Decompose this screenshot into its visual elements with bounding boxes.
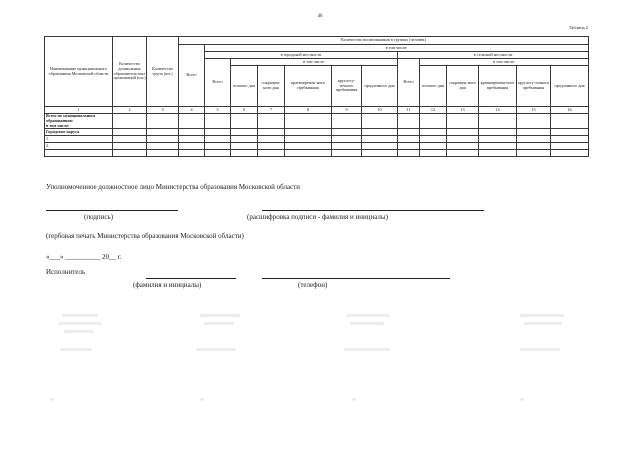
- col-number: 5: [205, 107, 231, 114]
- table-caption: Таблица 2: [568, 25, 588, 30]
- header-urban-short-stay: кратковремен-ного пребывания: [285, 66, 332, 107]
- phone-caption: (телефон): [298, 281, 328, 289]
- row-label-total: Всего по муниципальным образованиям в том числе:: [45, 114, 113, 129]
- col-number: 13: [447, 107, 479, 114]
- col-number: 1: [45, 107, 113, 114]
- decode-line: [262, 210, 484, 211]
- header-orgs: Количество дошкольных образователь-ных организаций (шт.): [113, 37, 147, 107]
- table-row: [45, 114, 589, 129]
- executor-label: Исполнитель: [46, 268, 86, 276]
- col-number: 3: [147, 107, 179, 114]
- col-number: 15: [517, 107, 551, 114]
- header-urban-full-day: полного дня: [231, 66, 258, 107]
- header-rural-short-day: сокращен-ного дня: [447, 66, 479, 107]
- signature-line: [46, 210, 178, 211]
- col-number: 7: [258, 107, 285, 114]
- header-name: Наименование муниципального образования Московской области: [45, 37, 113, 107]
- table-row: [45, 150, 589, 157]
- header-rural: в сельской местности: [398, 52, 589, 59]
- header-rural-extended-day: продленного дня: [551, 66, 589, 107]
- header-rural-round-clock: круглосу-точного пребывания: [517, 66, 551, 107]
- decode-caption: (расшифровка подписи - фамилия и инициалы): [247, 213, 388, 221]
- col-number: 8: [285, 107, 332, 114]
- phone-line: [262, 278, 450, 279]
- col-number: 9: [332, 107, 362, 114]
- header-groups: Количество групп (шт.): [147, 37, 179, 107]
- row-label-1: 1.: [45, 136, 113, 143]
- name-line: [146, 278, 236, 279]
- sign-caption: (подпись): [84, 213, 114, 221]
- col-number: 14: [479, 107, 517, 114]
- header-urban: в городской местности: [205, 52, 398, 59]
- header-rural-short-stay: кратковремен-ного пребывания: [479, 66, 517, 107]
- seal-label: (гербовая печать Министерства образования Московской области): [46, 232, 244, 240]
- header-pupils: Количество воспитанников в группах (человек): [179, 37, 589, 45]
- page-number: 46: [317, 14, 323, 19]
- col-number: 4: [179, 107, 205, 114]
- header-urban-short-day: сокращен-ного дня: [258, 66, 285, 107]
- header-urban-total: Всего: [205, 59, 231, 107]
- header-urban-round-clock: круглосу-точного пребывания: [332, 66, 362, 107]
- pupils-table: [44, 36, 589, 157]
- header-rural-full-day: полного дня: [420, 66, 447, 107]
- row-label-2: 2.: [45, 143, 113, 150]
- header-urban-extended-day: продленного дня: [362, 66, 398, 107]
- official-label: Уполномоченное должностное лицо Министерства образования Московской области: [46, 183, 301, 191]
- date-field: «___» __________ 20__ г.: [46, 253, 122, 261]
- header-rural-total: Всего: [398, 59, 420, 107]
- header-urban-including: в том числе:: [231, 59, 398, 66]
- col-number: 16: [551, 107, 589, 114]
- header-including: в том числе:: [205, 45, 589, 52]
- col-number: 12: [420, 107, 447, 114]
- row-label-urban: Городские округа: [45, 129, 113, 136]
- col-number: 2: [113, 107, 147, 114]
- header-rural-including: в том числе:: [420, 59, 589, 66]
- header-total: Всего: [179, 45, 205, 107]
- col-number: 11: [398, 107, 420, 114]
- col-number: 10: [362, 107, 398, 114]
- col-number: 6: [231, 107, 258, 114]
- table-row: [45, 136, 589, 143]
- table-row: [45, 143, 589, 150]
- name-caption: (фамилия и инициалы): [133, 281, 202, 289]
- table-row: [45, 129, 589, 136]
